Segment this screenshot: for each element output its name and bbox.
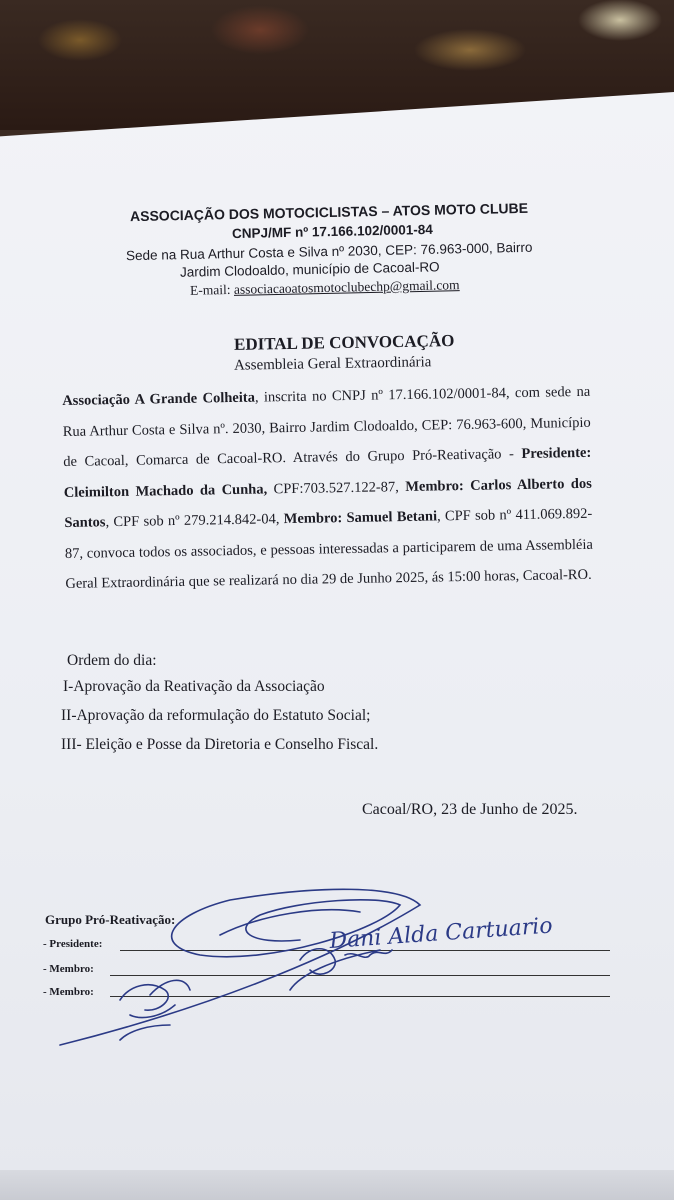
- paper-bottom-edge: [0, 1170, 674, 1200]
- president-signature: [60, 889, 420, 1045]
- president-label: - Presidente:: [43, 938, 103, 950]
- body-text-2: CPF:703.527.122-87,: [267, 478, 406, 497]
- body-text-3: , CPF sob nº 279.214.842-04,: [105, 511, 284, 531]
- member-2-name: Membro: Samuel Betani: [283, 508, 438, 528]
- email-label: E-mail:: [189, 281, 231, 298]
- member-1-label: - Membro:: [43, 963, 94, 975]
- notice-subtitle: Assembleia Geral Extraordinária: [233, 354, 432, 374]
- member-1-signature: [290, 949, 392, 990]
- association-name-bold: Associação A Grande Colheita: [62, 389, 256, 409]
- group-label: Grupo Pró-Reativação:: [45, 912, 176, 927]
- address-line-2: Jardim Clodoaldo, município de Cacoal-RO: [179, 259, 440, 280]
- email-link[interactable]: associacaoatosmotoclubechp@gmail.com: [233, 277, 460, 297]
- agenda-heading: Ordem do dia:: [67, 652, 157, 669]
- president-name: Presidente: Cleimilton Machado da Cunha,: [63, 444, 592, 501]
- handwritten-name: Dani Alda Cartuario: [328, 913, 554, 954]
- address-line-1: Sede na Rua Arthur Costa e Silva nº 2030, CEP: 76.963-000, Bairro: [125, 239, 533, 264]
- member-2-label: - Membro:: [43, 986, 94, 998]
- notice-title: EDITAL DE CONVOCAÇÃO: [233, 331, 455, 354]
- place-date: Cacoal/RO, 23 de Junho de 2025.: [362, 801, 578, 818]
- association-name: ASSOCIAÇÃO DOS MOTOCICLISTAS – ATOS MOTO CLUBE: [129, 199, 529, 225]
- agenda-item-3: III- Eleição e Posse da Diretoria e Conselho Fiscal.: [61, 736, 379, 753]
- agenda-item-2: II-Aprovação da reformulação do Estatuto Social;: [61, 707, 371, 724]
- cnpj-line: CNPJ/MF nº 17.166.102/0001-84: [231, 221, 433, 242]
- agenda-item-1: I-Aprovação da Reativação da Associação: [63, 678, 325, 695]
- body-text-1: , inscrita no CNPJ nº 17.166.102/0001-84, com sede na Rua Arthur Costa e Silva nº. 2030, Bairro Jardim Clodoaldo, CEP: 76.963-600, Município de Cacoal, Comarca de Cacoal-RO. Através do Grupo Pró-Reativação -: [62, 383, 591, 470]
- member-1-name: Membro: Carlos Alberto dos Santos: [64, 475, 592, 531]
- body-text-4: , CPF sob nº 411.069.892-87, convoca todos os associados, e pessoas interessadas a participarem de uma Assembléia Geral Extraordinária que se realizará no dia 29 de Junho 2025, ás 15:00 horas, Cacoal-RO.: [64, 505, 593, 592]
